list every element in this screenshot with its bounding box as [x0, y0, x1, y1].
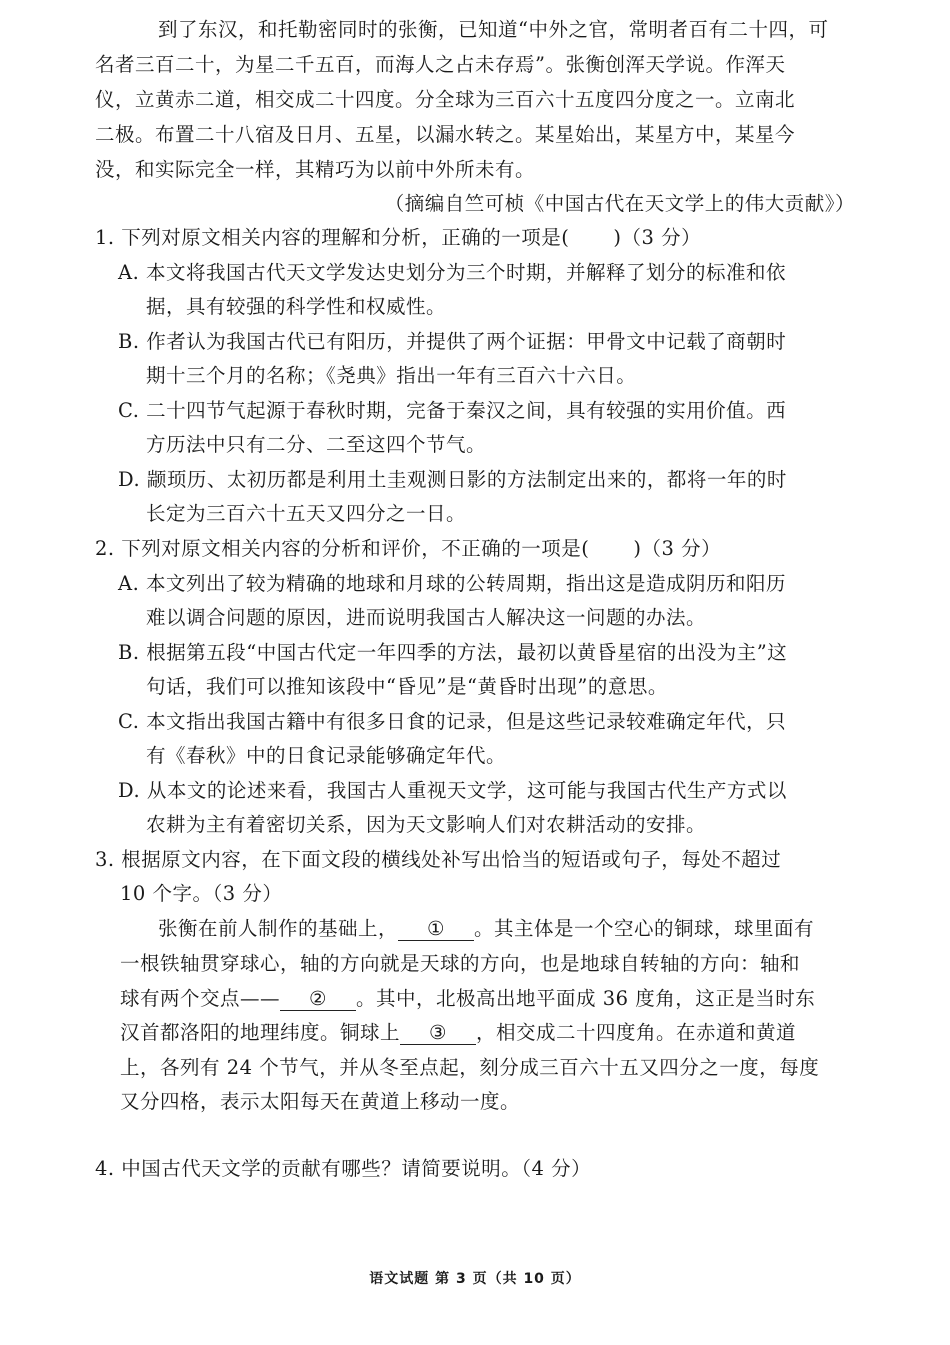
question-3-stem: 3. 根据原文内容，在下面文段的横线处补写出恰当的短语或句子，每处不超过	[95, 848, 782, 871]
passage-line: 仪，立黄赤二道，相交成二十四度。分全球为三百六十五度四分度之一。立南北	[95, 88, 796, 111]
q2-option-b: B. 根据第五段“中国古代定一年四季的方法，最初以黄昏星宿的出没为主”这	[118, 641, 788, 664]
fill-paragraph-line: 汉首都洛阳的地理纬度。铜球上 ③ ，相交成二十四度角。在赤道和黄道	[120, 1021, 797, 1044]
fill-paragraph-line: 张衡在前人制作的基础上， ① 。其主体是一个空心的铜球，球里面有	[158, 917, 815, 940]
q1-option-b-cont: 期十三个月的名称；《尧典》指出一年有三百六十六日。	[146, 364, 637, 387]
q2-option-c: C. 本文指出我国古籍中有很多日食的记录，但是这些记录较难确定年代，只	[118, 710, 787, 733]
q1-option-a-cont: 据，具有较强的科学性和权威性。	[146, 295, 447, 318]
passage-line: 二极。布置二十八宿及日月、五星，以漏水转之。某星始出，某星方中，某星今	[95, 123, 796, 146]
passage-source: （摘编自竺可桢《中国古代在天文学上的伟大贡献》）	[384, 192, 855, 215]
fill-paragraph-line: 一根铁轴贯穿球心，轴的方向就是天球的方向，也是地球自转轴的方向：轴和	[120, 952, 801, 975]
passage-line: 到了东汉，和托勒密同时的张衡，已知道“中外之官，常明者百有二十四，可	[158, 18, 829, 41]
q2-option-a: A. 本文列出了较为精确的地球和月球的公转周期，指出这是造成阴历和阳历	[118, 572, 786, 595]
q1-option-d-cont: 长定为三百六十五天又四分之一日。	[146, 502, 467, 525]
question-1-stem: 1. 下列对原文相关内容的理解和分析，正确的一项是( )（3 分）	[95, 226, 702, 249]
q1-option-d: D. 颛顼历、太初历都是利用土圭观测日影的方法制定出来的，都将一年的时	[118, 468, 787, 491]
page-footer: 语文试题 第 3 页（共 10 页）	[369, 1271, 581, 1287]
q2-option-d: D. 从本文的论述来看，我国古人重视天文学，这可能与我国古代生产方式以	[118, 779, 787, 802]
blank-3[interactable]: ③	[400, 1022, 476, 1045]
fill-paragraph-line: 上，各列有 24 个节气，并从冬至点起，刻分成三百六十五又四分之一度，每度	[120, 1056, 820, 1079]
q1-option-c-cont: 方历法中只有二分、二至这四个节气。	[146, 433, 487, 456]
q1-option-c: C. 二十四节气起源于春秋时期，完备于秦汉之间，具有较强的实用价值。西	[118, 399, 787, 422]
q2-option-c-cont: 有《春秋》中的日食记录能够确定年代。	[146, 744, 507, 767]
q2-option-a-cont: 难以调合问题的原因，进而说明我国古人解决这一问题的办法。	[146, 606, 707, 629]
q2-option-b-cont: 句话，我们可以推知该段中“昏见”是“黄昏时出现”的意思。	[146, 675, 668, 698]
question-2-stem: 2. 下列对原文相关内容的分析和评价，不正确的一项是( )（3 分）	[95, 537, 722, 560]
fill-paragraph-line: 又分四格，表示太阳每天在黄道上移动一度。	[120, 1090, 521, 1113]
q1-option-a: A. 本文将我国古代天文学发达史划分为三个时期，并解释了划分的标准和依	[118, 261, 786, 284]
question-4-stem: 4. 中国古代天文学的贡献有哪些？请简要说明。（4 分）	[95, 1157, 592, 1180]
fill-paragraph-line: 球有两个交点—— ② 。其中，北极高出地平面成 36 度角，这正是当时东	[120, 987, 816, 1010]
passage-line: 没，和实际完全一样，其精巧为以前中外所未有。	[95, 158, 536, 181]
q1-option-b: B. 作者认为我国古代已有阳历，并提供了两个证据：甲骨文中记载了商朝时	[118, 330, 787, 353]
passage-line: 名者三百二十，为星二千五百，而海人之占未存焉”。张衡创浑天学说。作浑天	[95, 53, 786, 76]
blank-1[interactable]: ①	[398, 918, 474, 941]
blank-2[interactable]: ②	[280, 988, 356, 1011]
q2-option-d-cont: 农耕为主有着密切关系，因为天文影响人们对农耕活动的安排。	[146, 813, 707, 836]
question-3-stem-cont: 10 个字。（3 分）	[120, 882, 283, 905]
